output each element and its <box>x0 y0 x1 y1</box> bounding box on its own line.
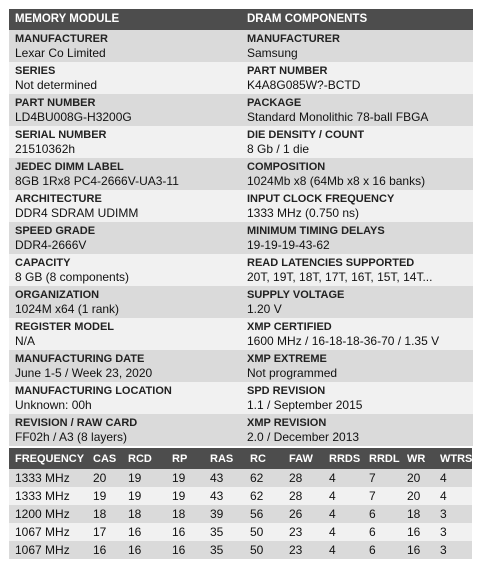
dram-input-clock-frequency-field <box>241 190 473 222</box>
module-part-number-field <box>9 94 241 126</box>
dram-read-latencies-supported-field <box>241 254 473 286</box>
field-label: MANUFACTURING LOCATION <box>15 385 172 397</box>
memory-module-header: MEMORY MODULE <box>9 9 241 30</box>
module-manufacturer-field <box>9 30 241 62</box>
timing-cell-rc: 62 <box>244 487 283 505</box>
field-label: REVISION / RAW CARD <box>15 417 138 429</box>
dram-spd-revision-field <box>241 382 473 414</box>
field-value: 1.1 / September 2015 <box>247 398 363 412</box>
field-value: 21510362h <box>15 142 76 156</box>
column-header-rcd: RCD <box>122 448 166 469</box>
timing-cell-ras: 35 <box>204 541 244 559</box>
timing-cell-wtrs: 3 <box>434 523 472 541</box>
field-label: MINIMUM TIMING DELAYS <box>247 225 385 237</box>
timing-cell-rp: 19 <box>166 487 204 505</box>
field-value: Unknown: 00h <box>15 398 92 412</box>
field-label: ARCHITECTURE <box>15 193 102 205</box>
timing-cell-frequency: 1333 MHz <box>9 469 87 487</box>
timing-cell-wtrs: 4 <box>434 469 472 487</box>
timing-cell-frequency: 1200 MHz <box>9 505 87 523</box>
timing-cell-frequency: 1333 MHz <box>9 487 87 505</box>
dram-die-density-count-field <box>241 126 473 158</box>
field-value: Not programmed <box>247 366 338 380</box>
field-value: DDR4-2666V <box>15 238 87 252</box>
timing-cell-rcd: 19 <box>122 469 166 487</box>
field-value: FF02h / A3 (8 layers) <box>15 430 128 444</box>
timing-cell-cas: 18 <box>87 505 122 523</box>
timing-cell-wr: 16 <box>401 523 434 541</box>
field-value: Not determined <box>15 78 98 92</box>
timing-cell-cas: 19 <box>87 487 122 505</box>
timing-cell-faw: 23 <box>283 523 323 541</box>
timing-header-row <box>9 448 472 469</box>
column-header-ras: RAS <box>204 448 244 469</box>
timing-cell-rrds: 4 <box>323 505 363 523</box>
field-value: 1600 MHz / 16-18-18-36-70 / 1.35 V <box>247 334 440 348</box>
timing-cell-faw: 28 <box>283 469 323 487</box>
module-capacity-field <box>9 254 241 286</box>
timing-cell-rrds: 4 <box>323 469 363 487</box>
field-label: SUPPLY VOLTAGE <box>247 289 345 301</box>
dram-xmp-extreme-field <box>241 350 473 382</box>
timing-cell-rrdl: 7 <box>363 469 401 487</box>
column-header-rrdl: RRDL <box>363 448 401 469</box>
field-label: SERIES <box>15 65 56 77</box>
field-value: Samsung <box>247 46 298 60</box>
field-value: 2.0 / December 2013 <box>247 430 360 444</box>
module-speed-grade-field <box>9 222 241 254</box>
field-value: 1.20 V <box>247 302 282 316</box>
field-label: SPD REVISION <box>247 385 326 397</box>
dram-part-number-field <box>241 62 473 94</box>
timing-cell-wr: 20 <box>401 469 434 487</box>
timing-cell-wtrs: 3 <box>434 505 472 523</box>
field-label: JEDEC DIMM LABEL <box>15 161 124 173</box>
timing-cell-rc: 56 <box>244 505 283 523</box>
module-manufacturing-date-field <box>9 350 241 382</box>
column-header-rrds: RRDS <box>323 448 363 469</box>
timing-cell-rc: 50 <box>244 541 283 559</box>
timing-cell-rcd: 16 <box>122 541 166 559</box>
timing-row <box>9 523 472 541</box>
field-label: SPEED GRADE <box>15 225 96 237</box>
timing-cell-rrds: 4 <box>323 523 363 541</box>
module-revision-raw-card-field <box>9 414 241 446</box>
field-value: DDR4 SDRAM UDIMM <box>15 206 139 220</box>
dram-xmp-revision-field <box>241 414 473 446</box>
field-label: MANUFACTURER <box>247 33 340 45</box>
column-header-wtrs: WTRS <box>434 448 472 469</box>
timing-cell-wr: 20 <box>401 487 434 505</box>
field-value: 8 GB (8 components) <box>15 270 130 284</box>
timing-cell-wr: 16 <box>401 541 434 559</box>
field-value: 1333 MHz (0.750 ns) <box>247 206 360 220</box>
module-serial-number-field <box>9 126 241 158</box>
column-header-wr: WR <box>401 448 434 469</box>
dram-supply-voltage-field <box>241 286 473 318</box>
field-label: DIE DENSITY / COUNT <box>247 129 365 141</box>
timing-cell-ras: 43 <box>204 487 244 505</box>
dram-components-header: DRAM COMPONENTS <box>241 9 473 30</box>
field-value: 8 Gb / 1 die <box>247 142 310 156</box>
field-value: June 1-5 / Week 23, 2020 <box>15 366 153 380</box>
module-organization-field <box>9 286 241 318</box>
field-label: XMP REVISION <box>247 417 327 429</box>
module-manufacturing-location-field <box>9 382 241 414</box>
column-header-cas: CAS <box>87 448 122 469</box>
column-header-faw: FAW <box>283 448 323 469</box>
timing-cell-faw: 26 <box>283 505 323 523</box>
field-label: PACKAGE <box>247 97 302 109</box>
field-label: REGISTER MODEL <box>15 321 115 333</box>
dram-minimum-timing-delays-field <box>241 222 473 254</box>
timing-row <box>9 541 472 559</box>
timing-cell-faw: 23 <box>283 541 323 559</box>
field-label: INPUT CLOCK FREQUENCY <box>247 193 395 205</box>
field-value: 1024Mb x8 (64Mb x8 x 16 banks) <box>247 174 426 188</box>
timing-row <box>9 505 472 523</box>
timing-cell-ras: 39 <box>204 505 244 523</box>
timing-cell-cas: 16 <box>87 541 122 559</box>
field-value: 19-19-19-43-62 <box>247 238 330 252</box>
timing-cell-frequency: 1067 MHz <box>9 523 87 541</box>
timing-cell-rrds: 4 <box>323 541 363 559</box>
timing-cell-wr: 18 <box>401 505 434 523</box>
timing-cell-cas: 20 <box>87 469 122 487</box>
field-label: MANUFACTURER <box>15 33 108 45</box>
field-label: XMP EXTREME <box>247 353 327 365</box>
timing-cell-rrdl: 6 <box>363 505 401 523</box>
field-label: XMP CERTIFIED <box>247 321 332 333</box>
timing-cell-rc: 62 <box>244 469 283 487</box>
field-label: MANUFACTURING DATE <box>15 353 145 365</box>
timing-row <box>9 487 472 505</box>
field-label: PART NUMBER <box>247 65 328 77</box>
timing-cell-faw: 28 <box>283 487 323 505</box>
module-jedec-dimm-label-field <box>9 158 241 190</box>
field-label: READ LATENCIES SUPPORTED <box>247 257 415 269</box>
timing-cell-rrdl: 6 <box>363 523 401 541</box>
timing-cell-frequency: 1067 MHz <box>9 541 87 559</box>
field-value: Lexar Co Limited <box>15 46 106 60</box>
timing-row <box>9 469 472 487</box>
timing-cell-rp: 16 <box>166 523 204 541</box>
timing-cell-rrds: 4 <box>323 487 363 505</box>
timing-cell-wtrs: 4 <box>434 487 472 505</box>
timing-cell-rc: 50 <box>244 523 283 541</box>
field-value: 8GB 1Rx8 PC4-2666V-UA3-11 <box>15 174 179 188</box>
dram-package-field <box>241 94 473 126</box>
column-header-frequency: FREQUENCY <box>9 448 87 469</box>
field-label: CAPACITY <box>15 257 71 269</box>
field-value: N/A <box>15 334 36 348</box>
timing-cell-rrdl: 6 <box>363 541 401 559</box>
timing-cell-wtrs: 3 <box>434 541 472 559</box>
field-label: PART NUMBER <box>15 97 96 109</box>
timing-cell-rcd: 18 <box>122 505 166 523</box>
dram-components-panel <box>241 9 473 446</box>
dram-composition-field <box>241 158 473 190</box>
dram-xmp-certified-field <box>241 318 473 350</box>
field-label: ORGANIZATION <box>15 289 100 301</box>
timing-cell-rrdl: 7 <box>363 487 401 505</box>
field-value: 20T, 19T, 18T, 17T, 16T, 15T, 14T... <box>247 270 433 284</box>
module-register-model-field <box>9 318 241 350</box>
field-value: LD4BU008G-H3200G <box>15 110 132 124</box>
memory-module-panel <box>9 9 241 446</box>
field-label: COMPOSITION <box>247 161 326 173</box>
timing-table <box>9 448 472 559</box>
timing-cell-cas: 17 <box>87 523 122 541</box>
field-value: Standard Monolithic 78-ball FBGA <box>247 110 429 124</box>
dram-manufacturer-field <box>241 30 473 62</box>
column-header-rc: RC <box>244 448 283 469</box>
field-value: K4A8G085W?-BCTD <box>247 78 361 92</box>
column-header-rp: RP <box>166 448 204 469</box>
timing-cell-rcd: 19 <box>122 487 166 505</box>
timing-cell-ras: 43 <box>204 469 244 487</box>
field-value: 1024M x64 (1 rank) <box>15 302 120 316</box>
timing-cell-rp: 19 <box>166 469 204 487</box>
module-series-field <box>9 62 241 94</box>
timing-cell-rp: 18 <box>166 505 204 523</box>
timing-cell-ras: 35 <box>204 523 244 541</box>
timing-cell-rcd: 16 <box>122 523 166 541</box>
field-label: SERIAL NUMBER <box>15 129 107 141</box>
timing-cell-rp: 16 <box>166 541 204 559</box>
module-architecture-field <box>9 190 241 222</box>
